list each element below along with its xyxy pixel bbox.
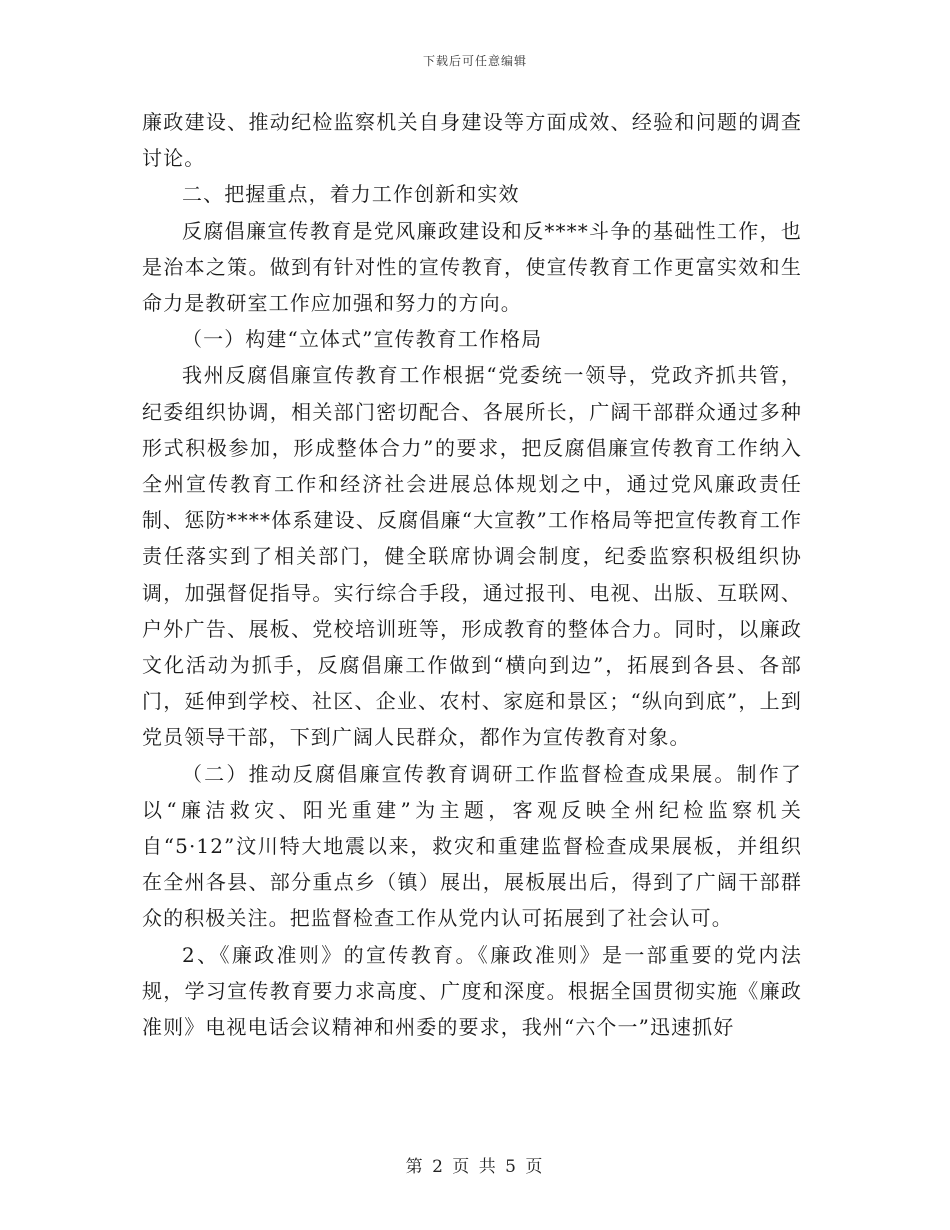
paragraph: （二）推动反腐倡廉宣传教育调研工作监督检查成果展。制作了以“廉洁救灾、阳光重建”为主题，客观反映全州纪检监察机关自“5·12”汶川特大地震以来，救灾和重建监督检查成果展板，并组织在全州各县、部分重点乡（镇）展出，展板展出后，得到了广阔干部群众的积极关注。把监督检查工作从党内认可拓展到了社会认可。	[142, 761, 802, 931]
paragraph: 2、《廉政准则》的宣传教育。《廉政准则》是一部重要的党内法规，学习宣传教育要力求高度、广度和深度。根据全国贯彻实施《廉政准则》电视电话会议精神和州委的要求，我州“六个一”迅速抓好	[142, 942, 802, 1040]
page-header: 下载后可任意编辑	[422, 54, 527, 68]
subsection-heading: （一）构建“立体式”宣传教育工作格局	[182, 327, 543, 352]
paragraph: 我州反腐倡廉宣传教育工作根据“党委统一领导，党政齐抓共管，纪委组织协调，相关部门密切配合、各展所长，广阔干部群众通过多种形式积极参加，形成整体合力”的要求，把反腐倡廉宣传教育工作纳入全州宣传教育工作和经济社会进展总体规划之中，通过党风廉政责任制、惩防****体系建设、反腐倡廉“大宣教”工作格局等把宣传教育工作责任落实到了相关部门，健全联席协调会制度，纪委监察积极组织协调，加强督促指导。实行综合手段，通过报刊、电视、出版、互联网、户外广告、展板、党校培训班等，形成教育的整体合力。同时，以廉政文化活动为抓手，反腐倡廉工作做到“横向到边”，拓展到各县、各部门，延伸到学校、社区、企业、农村、家庭和景区；“纵向到底”，上到党员领导干部，下到广阔人民群众，都作为宣传教育对象。	[142, 363, 802, 750]
page-number: 第 2 页 共 5 页	[405, 1157, 545, 1177]
paragraph-continuation: 廉政建设、推动纪检监察机关自身建设等方面成效、经验和问题的调查讨论。	[142, 110, 802, 171]
paragraph: 反腐倡廉宣传教育是党风廉政建设和反****斗争的基础性工作，也是治本之策。做到有针对性的宣传教育，使宣传教育工作更富实效和生命力是教研室工作应加强和努力的方向。	[142, 218, 802, 316]
section-heading: 二、把握重点，着力工作创新和实效	[182, 182, 520, 207]
document-body	[142, 104, 802, 1045]
